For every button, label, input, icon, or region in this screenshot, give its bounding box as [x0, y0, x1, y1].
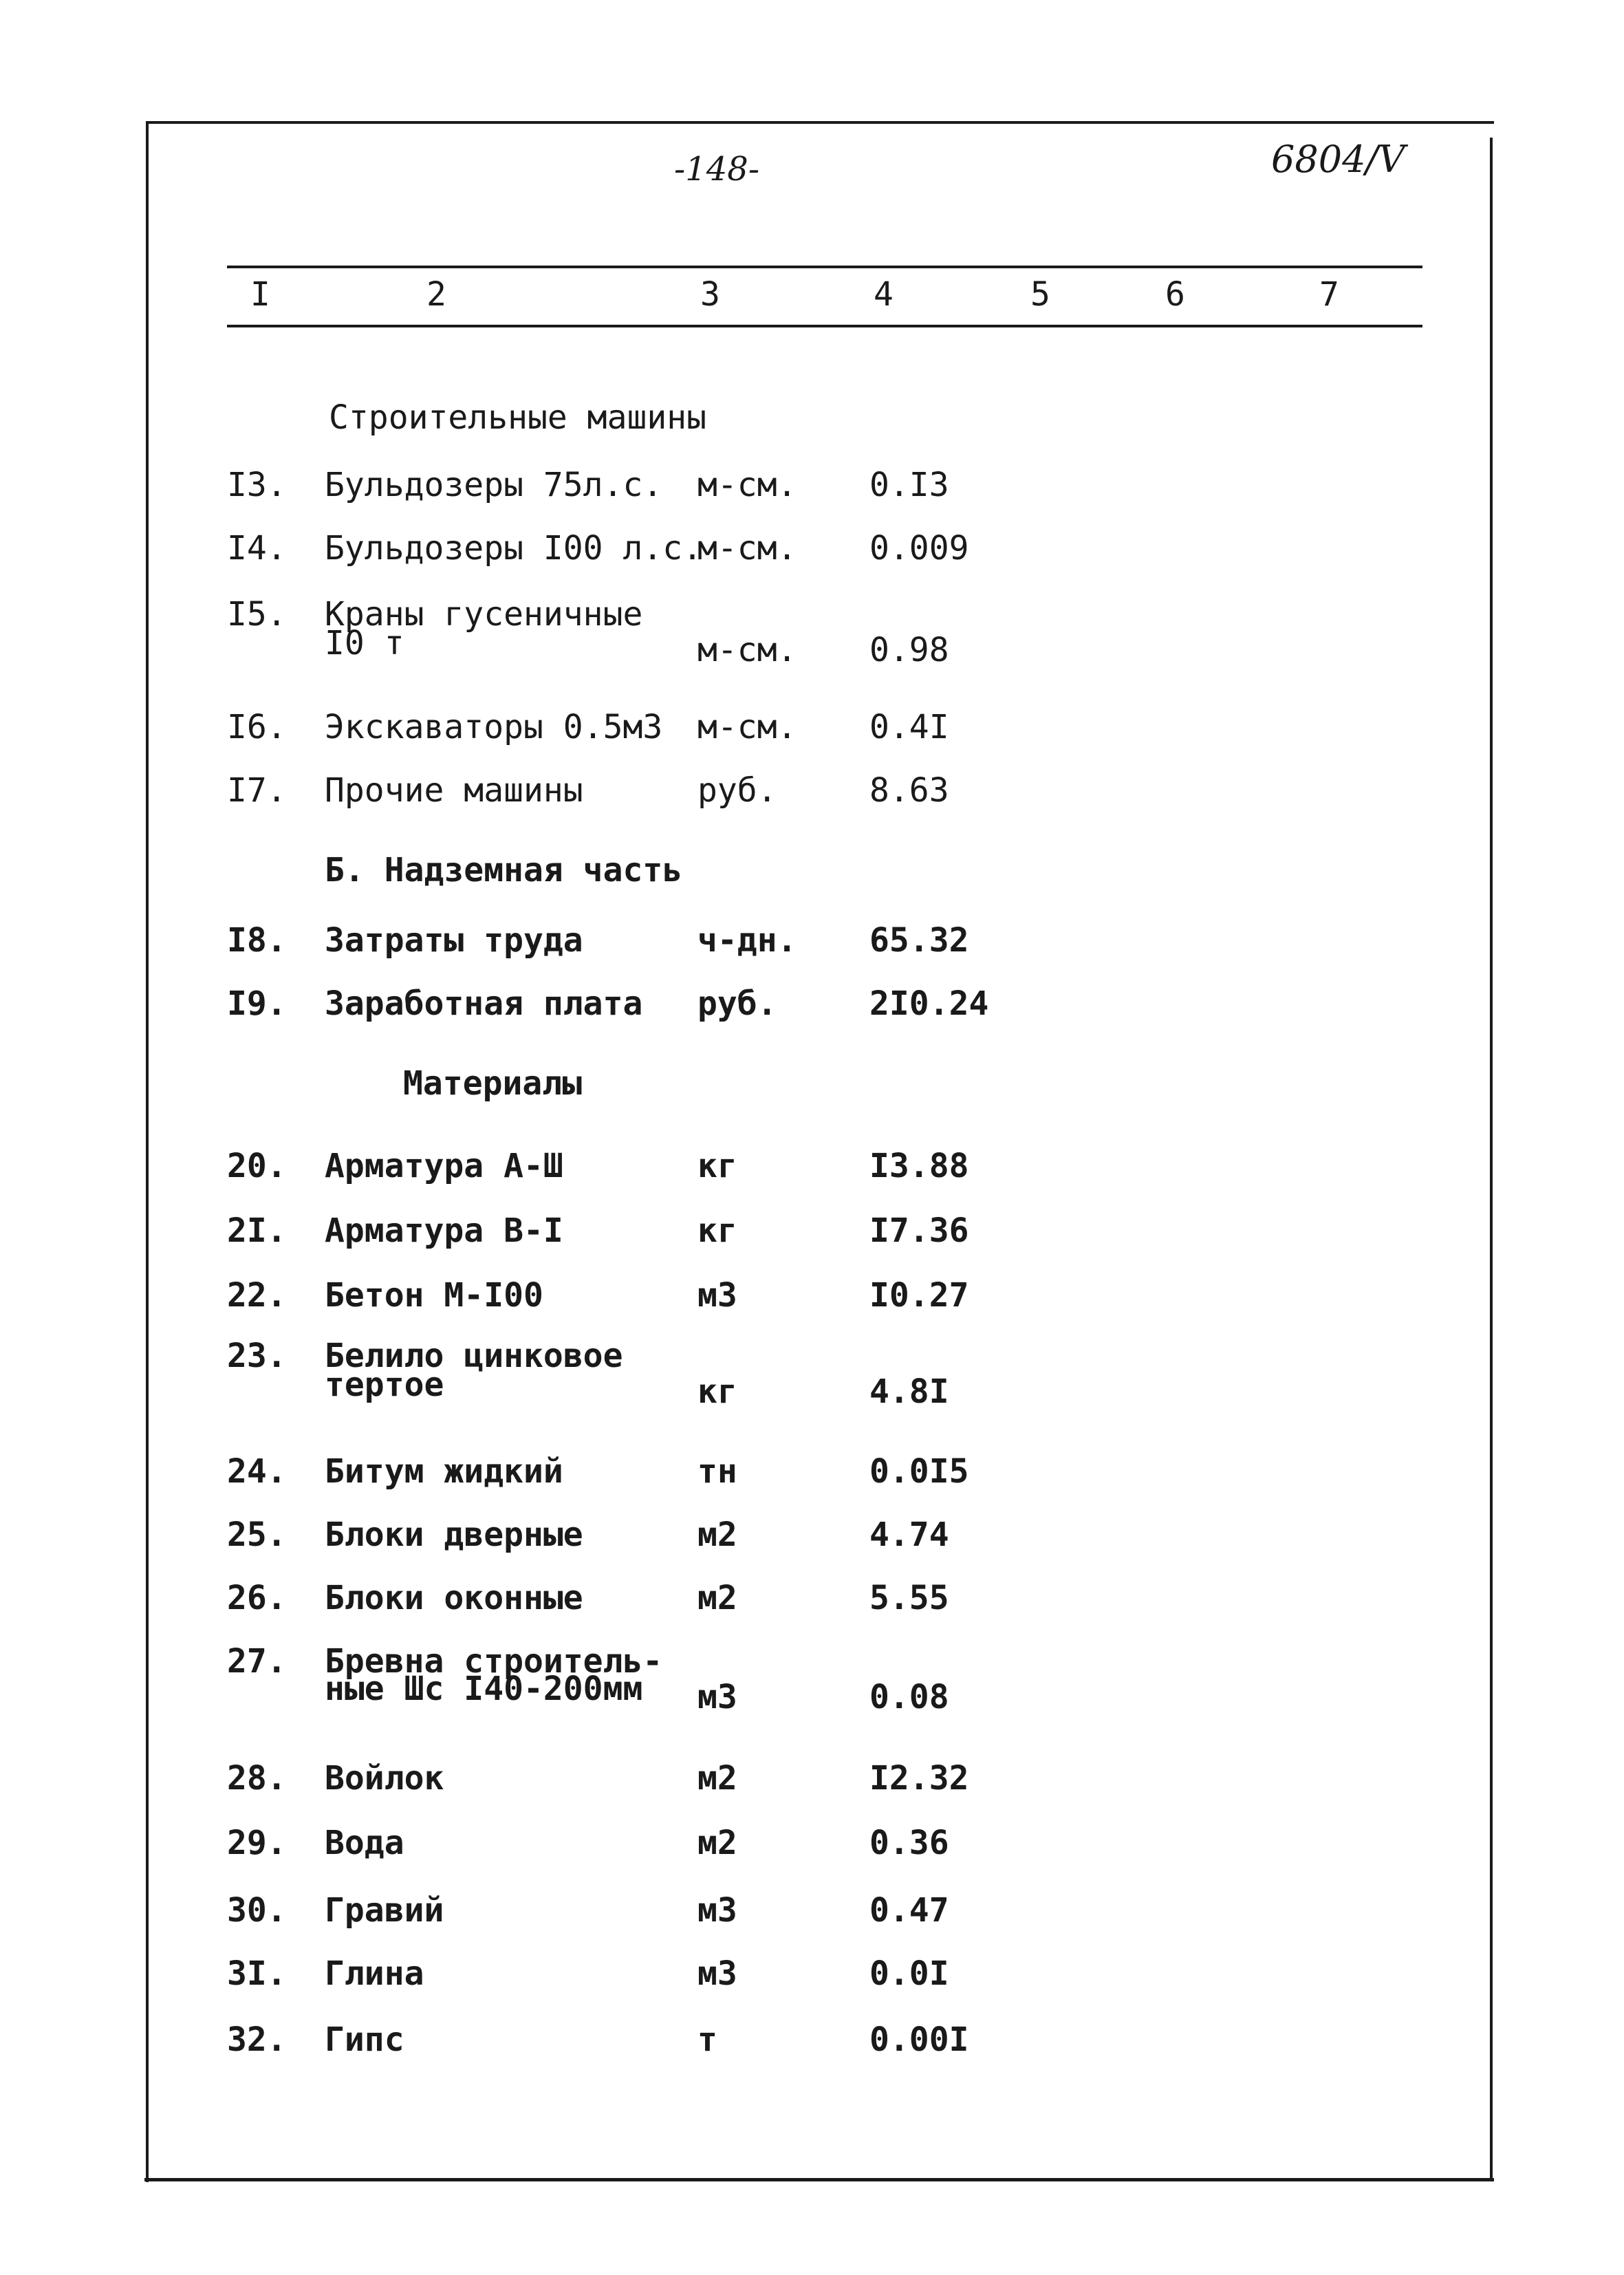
row-number: I7. [227, 771, 287, 810]
row-value: 0.47 [869, 1891, 949, 1930]
row-value: 0.36 [869, 1824, 949, 1862]
row-value: 0.0I [869, 1954, 949, 1993]
row-name: Гравий [325, 1891, 444, 1930]
row-name: Войлок [325, 1759, 444, 1798]
row-unit: т [697, 2020, 717, 2059]
row-name: Арматура А-Ш [325, 1147, 563, 1185]
column-number-5: 5 [1030, 275, 1050, 314]
row-value: 0.00I [869, 2020, 969, 2059]
row-number: 20. [227, 1147, 287, 1185]
frame-border-left [146, 121, 149, 2182]
row-name: Битум жидкий [325, 1452, 563, 1491]
row-value: 4.8I [869, 1372, 949, 1411]
column-number-3: 3 [700, 275, 720, 314]
row-name: Вода [325, 1824, 404, 1862]
section-heading-above-ground: Б. Надземная часть [325, 851, 683, 889]
row-unit: кг [697, 1147, 737, 1185]
row-name: Бульдозеры 75л.с. [325, 466, 663, 504]
row-number: I3. [227, 466, 287, 504]
row-number: I8. [227, 921, 287, 960]
row-value: 0.08 [869, 1678, 949, 1716]
row-value: 65.32 [869, 921, 969, 960]
row-name-continued: I0 т [325, 624, 404, 662]
row-unit: кг [697, 1211, 737, 1250]
row-unit: руб. [697, 984, 777, 1023]
row-name: Блоки оконные [325, 1579, 583, 1617]
row-number: 28. [227, 1759, 287, 1798]
row-number: I9. [227, 984, 287, 1023]
column-number-6: 6 [1165, 275, 1185, 314]
row-unit: тн [697, 1452, 737, 1491]
row-number: 30. [227, 1891, 287, 1930]
row-number: I5. [227, 595, 287, 634]
column-number-1: I [250, 275, 270, 314]
column-number-7: 7 [1319, 275, 1339, 314]
row-unit: м-см. [697, 631, 797, 669]
row-unit: м2 [697, 1516, 737, 1554]
row-value: 0.4I [869, 708, 949, 746]
row-value: 5.55 [869, 1579, 949, 1617]
row-name: Глина [325, 1954, 424, 1993]
row-name: Белило цинковое [325, 1337, 623, 1375]
row-value: 8.63 [869, 771, 949, 810]
row-name: Бревна строитель- [325, 1642, 663, 1681]
row-unit: м-см. [697, 529, 797, 568]
row-number: I6. [227, 708, 287, 746]
frame-border-top [146, 121, 1494, 124]
row-number: 29. [227, 1824, 287, 1862]
row-unit: м3 [697, 1678, 737, 1716]
table-header-rule-bottom [227, 325, 1422, 327]
row-value: 4.74 [869, 1516, 949, 1554]
row-number: 24. [227, 1452, 287, 1491]
page-number: -148- [674, 150, 760, 188]
row-unit: м2 [697, 1759, 737, 1798]
row-unit: м3 [697, 1954, 737, 1993]
row-value: 0.98 [869, 631, 949, 669]
row-unit: кг [697, 1372, 737, 1411]
row-value: I3.88 [869, 1147, 969, 1185]
table-header-rule-top [227, 266, 1422, 268]
row-unit: м-см. [697, 466, 797, 504]
row-number: 26. [227, 1579, 287, 1617]
row-number: 23. [227, 1337, 287, 1375]
row-number: 25. [227, 1516, 287, 1554]
row-value: I0.27 [869, 1276, 969, 1315]
row-number: 27. [227, 1642, 287, 1681]
row-unit: м3 [697, 1276, 737, 1315]
row-number: 22. [227, 1276, 287, 1315]
row-name: Экскаваторы 0.5м3 [325, 708, 663, 746]
section-heading-materials: Материалы [403, 1064, 583, 1103]
row-name: Затраты труда [325, 921, 583, 960]
row-number: 3I. [227, 1954, 287, 1993]
column-number-4: 4 [874, 275, 894, 314]
document-code: 6804/V [1271, 138, 1405, 181]
frame-border-right [1490, 138, 1493, 2179]
row-unit: м2 [697, 1824, 737, 1862]
row-unit: ч-дн. [697, 921, 797, 960]
row-name-continued: тертое [325, 1366, 444, 1404]
row-name: Гипс [325, 2020, 404, 2059]
row-value: 0.009 [869, 529, 969, 568]
row-unit: руб. [697, 771, 777, 810]
row-unit: м-см. [697, 708, 797, 746]
row-name: Прочие машины [325, 771, 583, 810]
row-name: Арматура В-I [325, 1211, 563, 1250]
row-name: Блоки дверные [325, 1516, 583, 1554]
row-name: Краны гусеничные [325, 595, 643, 634]
row-value: 2I0.24 [869, 984, 989, 1023]
row-value: 0.0I5 [869, 1452, 969, 1491]
row-value: 0.I3 [869, 466, 949, 504]
row-unit: м2 [697, 1579, 737, 1617]
row-name-continued: ные Шс I40-200мм [325, 1670, 643, 1708]
row-number: I4. [227, 529, 287, 568]
row-name: Бульдозеры I00 л.с. [325, 529, 703, 568]
frame-border-bottom [144, 2178, 1494, 2181]
row-value: I7.36 [869, 1211, 969, 1250]
column-number-2: 2 [426, 275, 446, 314]
section-heading-machines: Строительные машины [329, 398, 707, 437]
row-value: I2.32 [869, 1759, 969, 1798]
row-unit: м3 [697, 1891, 737, 1930]
row-number: 2I. [227, 1211, 287, 1250]
row-name: Бетон М-I00 [325, 1276, 543, 1315]
row-number: 32. [227, 2020, 287, 2059]
row-name: Заработная плата [325, 984, 643, 1023]
